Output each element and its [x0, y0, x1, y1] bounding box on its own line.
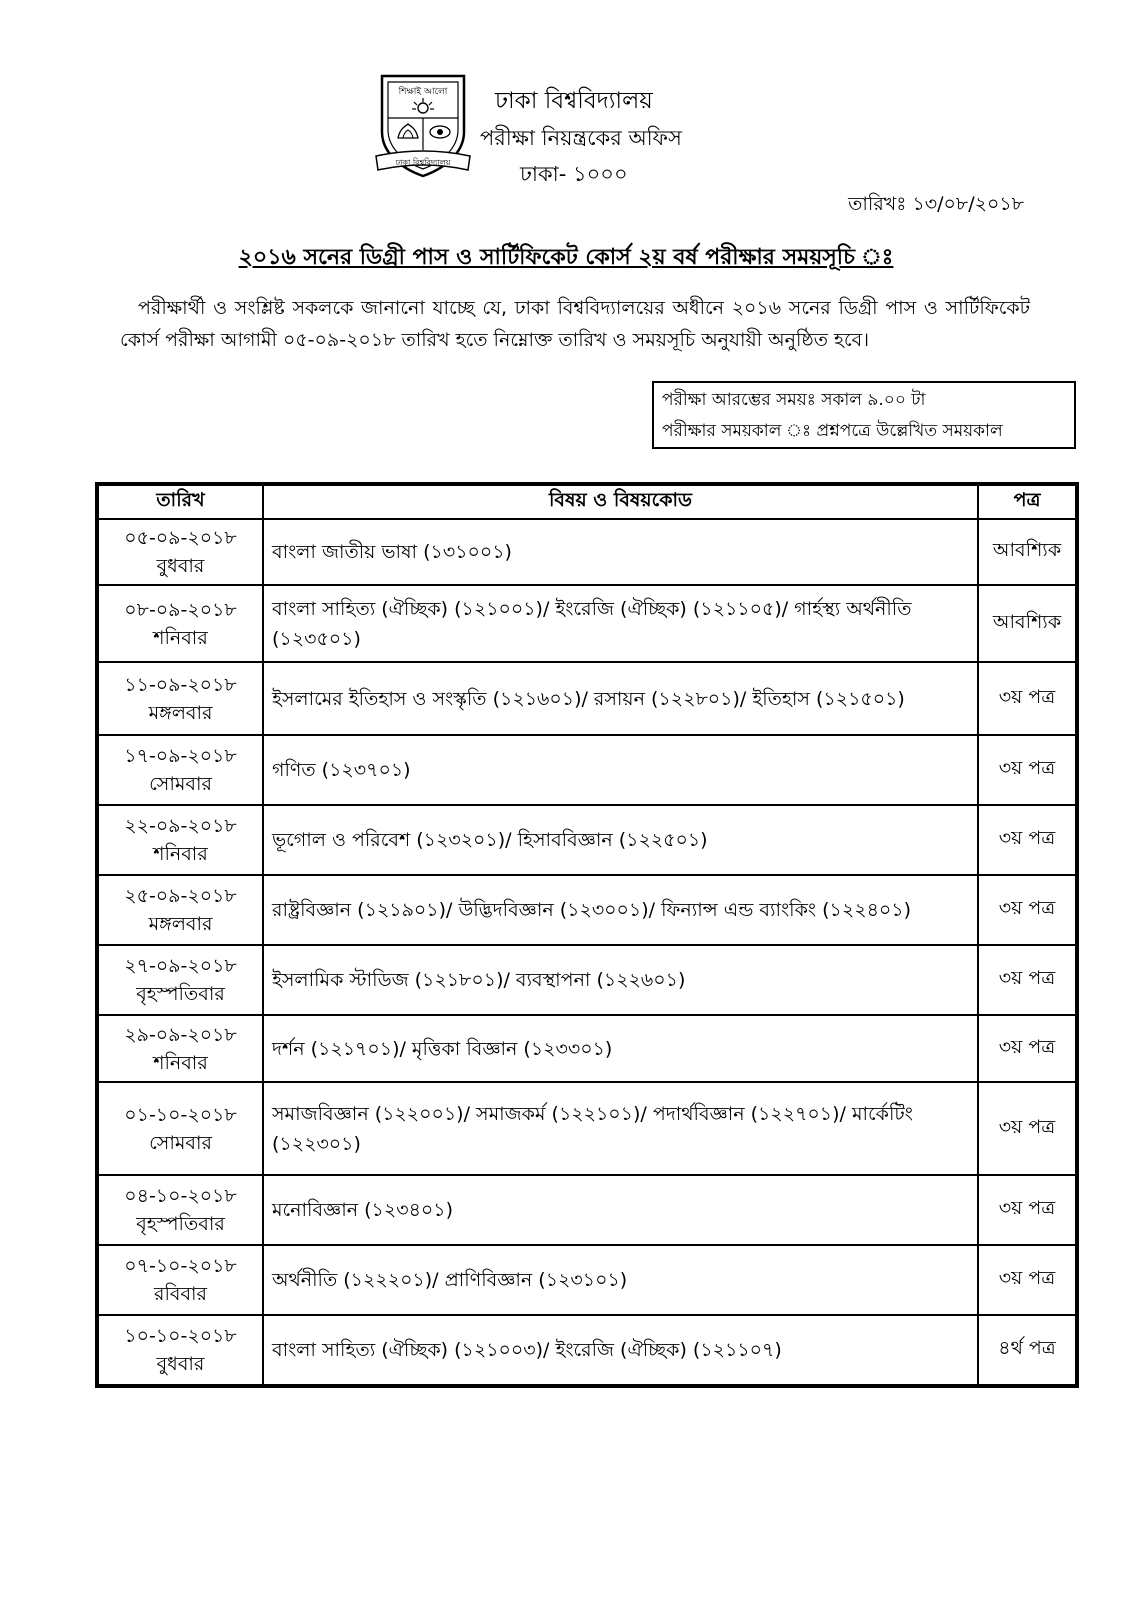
- date-cell: [98, 945, 263, 1015]
- table-row: [98, 875, 1076, 945]
- exam-duration: পরীক্ষার সময়কাল ঃ প্রশ্নপত্রে উল্লেখিত সময়কাল: [662, 421, 1003, 441]
- notice-paragraph: পরীক্ষার্থী ও সংশ্লিষ্ট সকলকে জানানো যাচ্ছে যে, ঢাকা বিশ্ববিদ্যালয়ের অধীনে ২০১৬ সনের ডিগ্রী পাস ও সার্টিফিকেট কোর্স পরীক্ষা আগামী ০৫-০৯-২০১৮ তারিখ হতে নিম্নোক্ত তারিখ ও সময়সূচি অনুযায়ী অনুষ্ঠিত হবে।: [120, 297, 1030, 351]
- paper-cell: ৩য় পত্র: [978, 1175, 1076, 1245]
- table-row: [98, 585, 1076, 662]
- date-cell: [98, 585, 263, 662]
- paper-cell: ৩য় পত্র: [978, 1082, 1076, 1175]
- table-row: [98, 945, 1076, 1015]
- exam-start-time: পরীক্ষা আরম্ভের সময়ঃ সকাল ৯.০০ টা: [662, 390, 926, 410]
- paper-cell: ৩য় পত্র: [978, 805, 1076, 875]
- subject-cell: বাংলা সাহিত্য (ঐচ্ছিক) (১২১০০৩)/ ইংরেজি (ঐচ্ছিক) (১২১১০৭): [263, 1315, 978, 1385]
- exam-day: সোমবার: [149, 773, 212, 795]
- table-row: [98, 805, 1076, 875]
- date-cell: [98, 1175, 263, 1245]
- exam-day: মঙ্গলবার: [148, 913, 213, 935]
- exam-day: বৃহস্পতিবার: [136, 1213, 225, 1235]
- exam-day: বুধবার: [156, 555, 205, 577]
- date-cell: [98, 805, 263, 875]
- table-row: [98, 662, 1076, 735]
- exam-date: ২৫-০৯-২০১৮: [124, 885, 237, 907]
- exam-day: সোমবার: [149, 1131, 212, 1154]
- header-date: তারিখ: [98, 485, 263, 519]
- exam-date: ০৫-০৯-২০১৮: [124, 527, 237, 549]
- paper-cell: ৩য় পত্র: [978, 735, 1076, 805]
- exam-time-box: [652, 381, 1076, 449]
- date-cell: [98, 1315, 263, 1385]
- exam-day: বৃহস্পতিবার: [136, 983, 225, 1005]
- paper-cell: ৩য় পত্র: [978, 875, 1076, 945]
- schedule-heading: ২০১৬ সনের ডিগ্রী পাস ও সার্টিফিকেট কোর্স ২য় বর্ষ পরীক্ষার সময়সূচি ঃ: [238, 245, 894, 270]
- subject-cell: মনোবিজ্ঞান (১২৩৪০১): [263, 1175, 978, 1245]
- table-header-row: [98, 485, 1076, 519]
- university-name: ঢাকা বিশ্ববিদ্যালয়: [495, 88, 653, 114]
- exam-date: ০৪-১০-২০১৮: [124, 1185, 237, 1207]
- subject-cell: ভূগোল ও পরিবেশ (১২৩২০১)/ হিসাববিজ্ঞান (১২২৫০১): [263, 805, 978, 875]
- table-row: [98, 1245, 1076, 1315]
- subject-cell: রাষ্ট্রবিজ্ঞান (১২১৯০১)/ উদ্ভিদবিজ্ঞান (১২৩০০১)/ ফিন্যান্স এন্ড ব্যাংকিং (১২২৪০১): [263, 875, 978, 945]
- paper-cell: ৩য় পত্র: [978, 1245, 1076, 1315]
- subject-cell: দর্শন (১২১৭০১)/ মৃত্তিকা বিজ্ঞান (১২৩৩০১): [263, 1015, 978, 1082]
- header-paper: পত্র: [978, 485, 1076, 519]
- paper-cell: ৩য় পত্র: [978, 1015, 1076, 1082]
- exam-date: ২৭-০৯-২০১৮: [124, 955, 237, 977]
- table-row: [98, 1175, 1076, 1245]
- exam-schedule-table: [95, 482, 1079, 1388]
- exam-date: ০১-১০-২০১৮: [124, 1103, 237, 1126]
- paper-cell: ৩য় পত্র: [978, 662, 1076, 735]
- date-cell: [98, 735, 263, 805]
- exam-date: ০৭-১০-২০১৮: [124, 1255, 237, 1277]
- exam-day: বুধবার: [156, 1353, 205, 1375]
- subject-cell: ইসলামিক স্টাডিজ (১২১৮০১)/ ব্যবস্থাপনা (১২২৬০১): [263, 945, 978, 1015]
- seal-ribbon-text: ঢাকা বিশ্ববিদ্যালয়: [395, 158, 451, 167]
- date-cell: [98, 1245, 263, 1315]
- subject-cell: গণিত (১২৩৭০১): [263, 735, 978, 805]
- header-subject: বিষয় ও বিষয়কোড: [263, 485, 978, 519]
- table-row: [98, 1315, 1076, 1385]
- exam-day: শনিবার: [153, 626, 208, 649]
- paper-cell: ৩য় পত্র: [978, 945, 1076, 1015]
- subject-cell: ইসলামের ইতিহাস ও সংস্কৃতি (১২১৬০১)/ রসায়ন (১২২৮০১)/ ইতিহাস (১২১৫০১): [263, 662, 978, 735]
- exam-date: ১১-০৯-২০১৮: [124, 673, 237, 696]
- exam-day: রবিবার: [154, 1283, 207, 1305]
- table-row: [98, 735, 1076, 805]
- date-cell: [98, 519, 263, 585]
- notice-date: তারিখঃ ১৩/০৮/২০১৮: [848, 193, 1024, 215]
- exam-day: মঙ্গলবার: [148, 701, 213, 724]
- table-row: [98, 1082, 1076, 1175]
- university-seal-logo: [368, 72, 478, 184]
- subject-cell: বাংলা জাতীয় ভাষা (১৩১০০১): [263, 519, 978, 585]
- table-row: [98, 519, 1076, 585]
- office-name: পরীক্ষা নিয়ন্ত্রকের অফিস: [480, 126, 682, 150]
- table-row: [98, 1015, 1076, 1082]
- paper-cell: আবশ্যিক: [978, 585, 1076, 662]
- date-cell: [98, 1082, 263, 1175]
- exam-date: ২৯-০৯-২০১৮: [124, 1023, 237, 1046]
- date-cell: [98, 1015, 263, 1082]
- exam-date: ১০-১০-২০১৮: [124, 1325, 237, 1347]
- subject-cell: সমাজবিজ্ঞান (১২২০০১)/ সমাজকর্ম (১২২১০১)/ পদার্থবিজ্ঞান (১২২৭০১)/ মার্কেটিং (১২২৩০১): [263, 1082, 978, 1175]
- exam-day: শনিবার: [153, 1051, 208, 1074]
- exam-day: শনিবার: [153, 843, 208, 865]
- date-cell: [98, 662, 263, 735]
- date-cell: [98, 875, 263, 945]
- seal-motto: শিক্ষাই আলো: [398, 87, 448, 97]
- subject-cell: বাংলা সাহিত্য (ঐচ্ছিক) (১২১০০১)/ ইংরেজি (ঐচ্ছিক) (১২১১০৫)/ গার্হস্থ্য অর্থনীতি (১২৩৫০১): [263, 585, 978, 662]
- paper-cell: আবশ্যিক: [978, 519, 1076, 585]
- paper-cell: ৪র্থ পত্র: [978, 1315, 1076, 1385]
- exam-date: ২২-০৯-২০১৮: [124, 815, 237, 837]
- office-city: ঢাকা- ১০০০: [520, 162, 628, 186]
- exam-date: ১৭-০৯-২০১৮: [124, 745, 237, 767]
- subject-cell: অর্থনীতি (১২২২০১)/ প্রাণিবিজ্ঞান (১২৩১০১): [263, 1245, 978, 1315]
- exam-date: ০৮-০৯-২০১৮: [124, 598, 237, 621]
